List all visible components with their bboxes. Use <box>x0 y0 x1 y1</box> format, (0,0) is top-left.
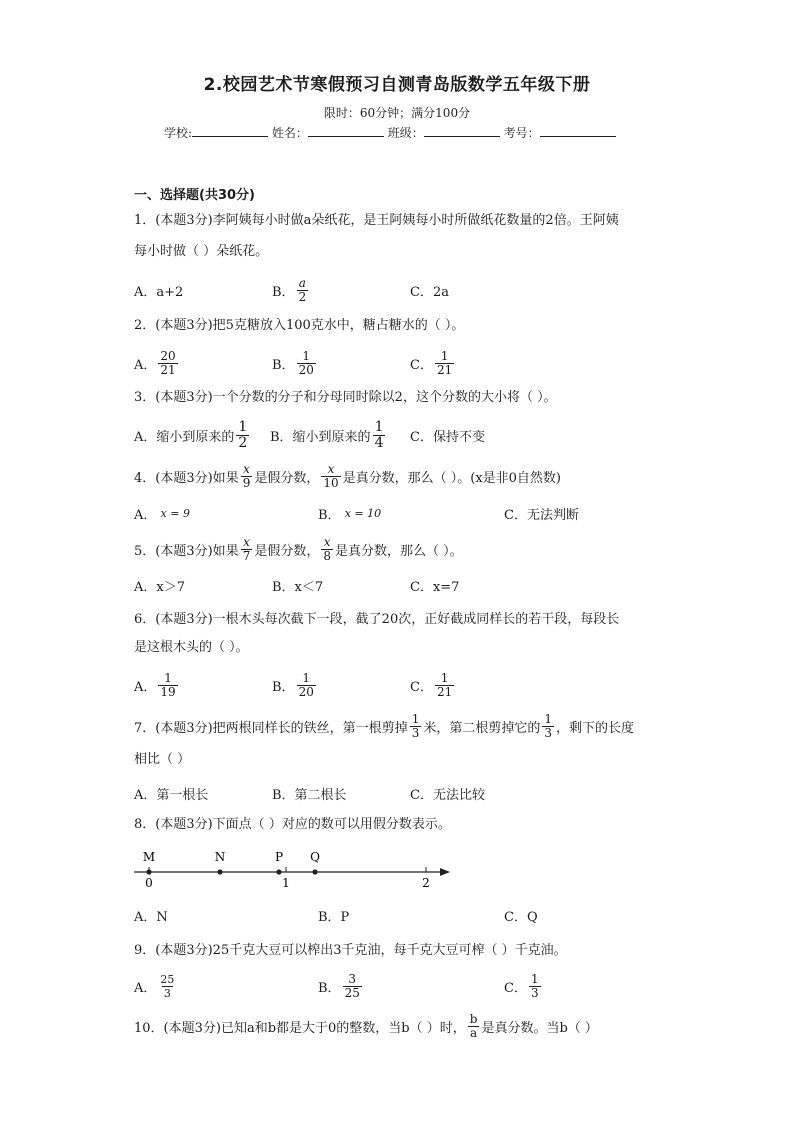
page-title: 2.校园艺术节寒假预习自测青岛版数学五年级下册 <box>203 75 591 95</box>
class-field[interactable] <box>424 124 500 137</box>
fraction: $\frac{1}{2}$ <box>238 418 248 451</box>
q7-text-line2: 相比（ ） <box>134 752 191 767</box>
q3-option-c[interactable]: C．保持不变 <box>410 429 485 445</box>
point-label: M <box>142 850 156 864</box>
exam-no-field[interactable] <box>540 124 616 137</box>
q5-text: 5．(本题3分)如果 $\frac{x}{7}$ 是假分数， $\frac{x}{8}$ 是真分数，那么（ ）。 <box>134 534 463 563</box>
q8-text: 8．(本题3分)下面点（ ）对应的数可以用假分数表示。 <box>134 817 451 832</box>
q4-option-c[interactable]: C．无法判断 <box>504 507 579 523</box>
q7-option-b[interactable]: B．第二根长 <box>272 787 347 803</box>
q6-text-line2: 是这根木头的（ ）。 <box>134 640 249 655</box>
q8-option-c[interactable]: C．Q <box>504 910 538 925</box>
exam-no-label: 考号： <box>503 126 540 140</box>
fraction: $\frac{1}{3}$ <box>411 711 420 740</box>
point-n-dot <box>217 869 222 874</box>
q6-option-b[interactable]: B． $\frac{1}{20}$ <box>272 670 314 699</box>
school-field[interactable] <box>192 124 268 137</box>
fraction: $\frac{x}{10}$ <box>323 461 339 490</box>
q7-option-c[interactable]: C．无法比较 <box>410 787 485 803</box>
student-info-row <box>164 124 616 141</box>
q7-text-line1: 7．(本题3分)把两根同样长的铁丝，第一根剪掉 $\frac{1}{3}$ 米，第二根剪掉它的 $\frac{1}{3}$ ，剩下的长度 <box>134 711 634 740</box>
point-q-dot <box>312 869 317 874</box>
q6-text-line1: 6．(本题3分)一根木头每次截下一段，截了20次，正好截成同样长的若干段，每段长 <box>134 612 620 627</box>
name-label: 姓名： <box>271 126 308 140</box>
q9-option-c[interactable]: C． $\frac{1}{3}$ <box>504 971 539 1000</box>
tick-label: 0 <box>145 876 153 890</box>
point-m-dot <box>146 869 151 874</box>
fraction: $\frac{1}{3}$ <box>530 971 539 1000</box>
q4-option-a[interactable]: A． x = 9 <box>134 506 190 523</box>
q2-option-b[interactable]: B． $\frac{1}{20}$ <box>272 348 314 377</box>
q5-option-a[interactable]: A．x＞7 <box>134 579 185 595</box>
tick-label: 1 <box>282 876 290 890</box>
fraction: $\frac{x}{9}$ <box>242 461 251 490</box>
q2-option-c[interactable]: C． $\frac{1}{21}$ <box>410 348 453 377</box>
q2-text: 2．(本题3分)把5克糖放入100克水中，糖占糖水的（ ）。 <box>134 318 465 333</box>
school-label: 学校: <box>164 126 193 140</box>
fraction: $\frac{b}{a}$ <box>469 1011 478 1040</box>
q1-option-c[interactable]: C．2a <box>410 284 449 300</box>
fraction: $\frac{25}{3}$ <box>160 972 175 1000</box>
q1-text-line2: 每小时做（ ）朵纸花。 <box>134 244 269 259</box>
fraction: $\frac{1}{21}$ <box>436 670 453 699</box>
arrow-head-icon <box>440 868 450 876</box>
fraction: $\frac{1}{20}$ <box>298 670 314 699</box>
q2-option-a[interactable]: A． $\frac{20}{21}$ <box>134 348 176 377</box>
fraction: $\frac{1}{4}$ <box>374 418 384 451</box>
fraction: $\frac{3}{25}$ <box>344 971 360 1000</box>
point-label: Q <box>310 850 320 864</box>
q10-text: 10．(本题3分)已知a和b都是大于0的整数，当b（ ）时， $\frac{b}{a}$ 是真分数。当b（ ） <box>134 1011 598 1040</box>
q1-text-line1: 1．(本题3分)李阿姨每小时做a朵纸花，是王阿姨每小时所做纸花数量的2倍。王阿姨 <box>134 213 619 228</box>
q3-option-a[interactable]: A．缩小到原来的 $\frac{1}{2}$ <box>134 418 248 451</box>
number-line-diagram <box>128 845 458 895</box>
tick-label: 2 <box>422 876 430 890</box>
fraction: $\frac{1}{20}$ <box>298 348 314 377</box>
name-field[interactable] <box>308 124 384 137</box>
q9-option-b[interactable]: B． $\frac{3}{25}$ <box>318 971 360 1000</box>
q5-option-b[interactable]: B．x＜7 <box>272 579 324 595</box>
fraction: $\frac{x}{8}$ <box>323 534 331 563</box>
point-label: N <box>214 850 226 864</box>
class-label: 班级： <box>387 126 424 140</box>
q3-text: 3．(本题3分)一个分数的分子和分母同时除以2，这个分数的大小将（ ）。 <box>134 390 557 405</box>
q3-option-b[interactable]: B．缩小到原来的 $\frac{1}{4}$ <box>270 418 384 451</box>
fraction: $\frac{a}{2}$ <box>298 275 307 304</box>
q1-option-a[interactable]: A．a+2 <box>134 284 184 300</box>
fraction: $\frac{20}{21}$ <box>160 348 176 377</box>
q4-text: 4．(本题3分)如果 $\frac{x}{9}$ 是假分数， $\frac{x}{10}$ 是真分数，那么（ ）。(x是非0自然数) <box>134 461 562 490</box>
q9-text: 9．(本题3分)25千克大豆可以榨出3千克油，每千克大豆可榨（ ）千克油。 <box>134 943 567 958</box>
section-heading: 一、选择题(共30分) <box>134 188 255 203</box>
fraction: $\frac{x}{7}$ <box>242 534 251 563</box>
q8-option-b[interactable]: B．P <box>318 910 350 925</box>
point-p-dot <box>276 869 281 874</box>
q8-option-a[interactable]: A．N <box>134 910 168 925</box>
fraction: $\frac{1}{19}$ <box>160 670 176 699</box>
q6-option-c[interactable]: C． $\frac{1}{21}$ <box>410 670 453 699</box>
q6-option-a[interactable]: A． $\frac{1}{19}$ <box>134 670 176 699</box>
q5-option-c[interactable]: C．x=7 <box>410 579 460 595</box>
point-label: P <box>274 850 284 864</box>
time-limit: 限时：60分钟；满分100分 <box>323 106 471 120</box>
q9-option-a[interactable]: A． $\frac{25}{3}$ <box>134 972 175 1000</box>
q1-option-b[interactable]: B． $\frac{a}{2}$ <box>272 275 307 304</box>
q7-option-a[interactable]: A．第一根长 <box>134 787 209 803</box>
fraction: $\frac{1}{21}$ <box>436 348 453 377</box>
fraction: $\frac{1}{3}$ <box>544 711 552 740</box>
q4-option-b[interactable]: B． x = 10 <box>318 506 382 523</box>
